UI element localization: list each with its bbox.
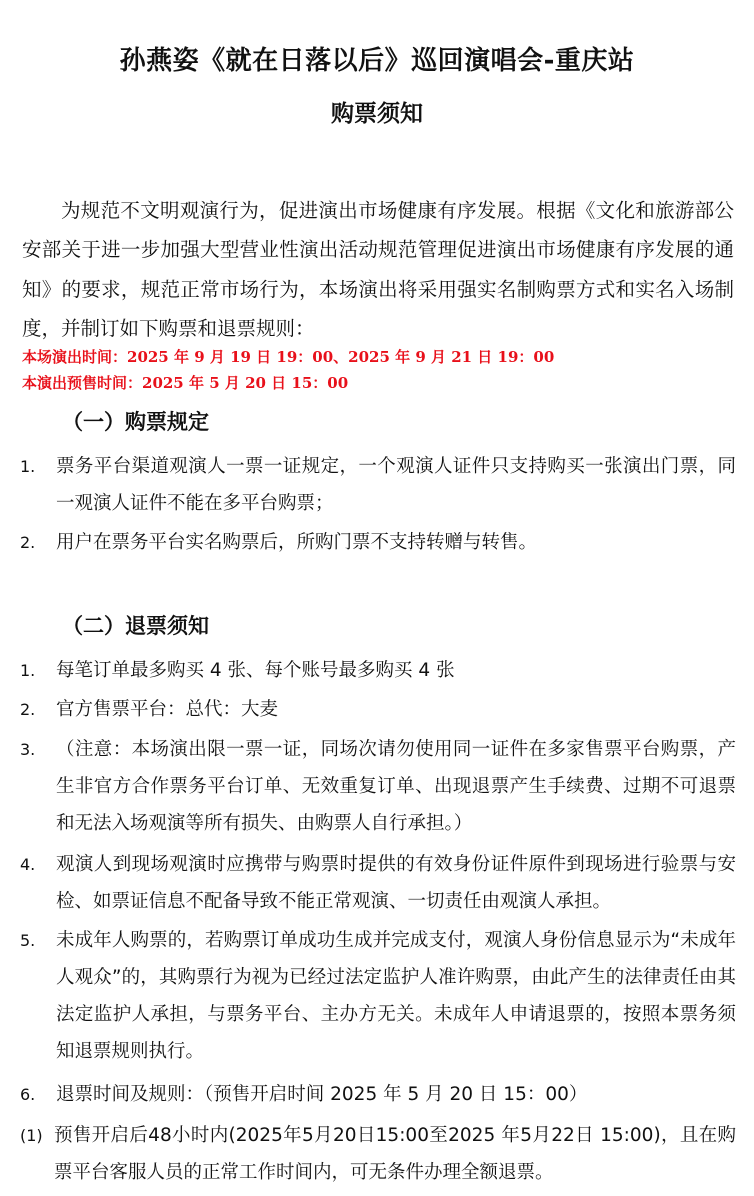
- list-item-text: 每笔订单最多购买 4 张、每个账号最多购买 4 张: [56, 660, 455, 681]
- list-item-text: 退票时间及规则：（预售开启时间 2025 年 5 月 20 日 15：00）: [56, 1084, 588, 1105]
- list-item-text: 官方售票平台：总代：大麦: [56, 699, 279, 720]
- list-item: [20, 731, 736, 842]
- list-item-number: 1.: [20, 457, 36, 476]
- list-item-number: (1): [20, 1126, 43, 1145]
- list-item: [20, 1117, 736, 1191]
- list-item-number: 4.: [20, 855, 36, 874]
- intro-paragraph: 为规范不文明观演行为，促进演出市场健康有序发展。根据《文化和旅游部公安部关于进一步加强大型营业性演出活动规范管理促进演出市场健康有序发展的通知》的要求，规范正常市场行为，本场演出将采用强实名制购票方式和实名入场制度，并制订如下购票和退票规则：: [22, 199, 734, 341]
- list-item-text: 用户在票务平台实名购票后，所购门票不支持转赠与转售。: [56, 532, 538, 553]
- section-purchase-heading: （一）购票规定: [62, 410, 209, 434]
- list-item-number: 2.: [20, 700, 36, 719]
- document-title: 孙燕姿《就在日落以后》巡回演唱会-重庆站: [119, 46, 635, 76]
- list-item-number: 6.: [20, 1085, 36, 1104]
- list-item-number: 2.: [20, 533, 36, 552]
- presale-time: 本演出预售时间：2025 年 5 月 20 日 15：00: [22, 374, 349, 392]
- list-item-text: （注意：本场演出限一票一证，同场次请勿使用同一证件在多家售票平台购票，产生非官方合作票务平台订单、无效重复订单、出现退票产生手续费、过期不可退票和无法入场观演等所有损失、由购票人自行承担。）: [56, 739, 736, 834]
- show-time: 本场演出时间：2025 年 9 月 19 日 19：00、2025 年 9 月 21 日 19：00: [22, 348, 555, 366]
- document-subtitle: 购票须知: [331, 101, 423, 127]
- list-item-text: 观演人到现场观演时应携带与购票时提供的有效身份证件原件到现场进行验票与安检、如票证信息不配备导致不能正常观演、一切责任由观演人承担。: [56, 854, 736, 912]
- list-item-number: 5.: [20, 931, 36, 950]
- list-item-text: 未成年人购票的，若购票订单成功生成并完成支付，观演人身份信息显示为“未成年人观众”的，其购票行为视为已经过法定监护人准许购票，由此产生的法律责任由其法定监护人承担，与票务平台、主办方无关。未成年人申请退票的，按照本票务须知退票规则执行。: [56, 930, 736, 1062]
- list-item: [20, 922, 736, 1070]
- list-item-text: 预售开启后48小时内(2025年5月20日15:00至2025 年5月22日 15:00)，且在购票平台客服人员的正常工作时间内，可无条件办理全额退票。: [54, 1125, 736, 1183]
- section-refund-heading: （二）退票须知: [62, 614, 209, 638]
- list-item-text: 票务平台渠道观演人一票一证规定，一个观演人证件只支持购买一张演出门票，同一观演人证件不能在多平台购票；: [56, 456, 736, 514]
- list-item-number: 1.: [20, 661, 36, 680]
- list-item: [20, 652, 736, 689]
- list-item: [20, 448, 736, 522]
- list-item-number: 3.: [20, 740, 36, 759]
- list-item: [20, 691, 736, 728]
- list-item: [20, 1076, 736, 1113]
- list-item: [20, 524, 736, 561]
- list-item: [20, 846, 736, 920]
